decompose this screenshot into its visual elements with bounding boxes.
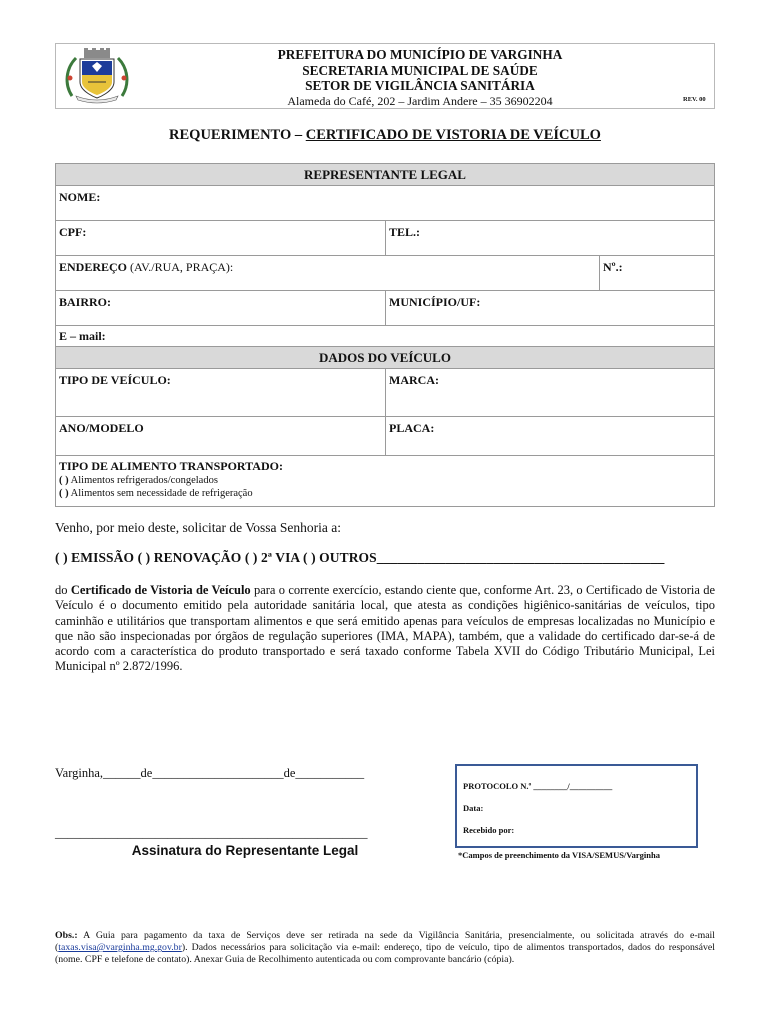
field-tel[interactable]	[385, 221, 714, 255]
field-numero[interactable]	[599, 256, 714, 290]
field-bairro[interactable]	[56, 291, 385, 325]
label-endereco-hint: (AV./RUA, PRAÇA):	[127, 260, 234, 274]
body-bold: Certificado de Vistoria de Veículo	[70, 583, 251, 597]
label-tel: TEL.:	[389, 225, 421, 239]
signature-label: Assinatura do Representante Legal	[131, 843, 359, 858]
request-options[interactable]: ( ) EMISSÃO ( ) RENOVAÇÃO ( ) 2ª VIA ( ) OUTROS__________________________________________	[55, 550, 665, 565]
row-email	[56, 326, 714, 347]
request-body	[55, 583, 715, 675]
row-ano-placa	[56, 417, 714, 456]
row-endereco	[56, 256, 714, 291]
title-underlined: CERTIFICADO DE VISTORIA DE VEÍCULO	[305, 127, 601, 143]
option-refrigerados[interactable]	[59, 474, 711, 487]
request-form	[55, 163, 715, 507]
row-nome	[56, 186, 714, 221]
section-header-legal: REPRESENTANTE LEGAL	[56, 164, 714, 186]
label-endereco: ENDEREÇO	[59, 260, 128, 274]
field-tipo-alimento	[56, 456, 714, 506]
protocol-box	[455, 764, 698, 848]
revision-label: REV. 00	[683, 96, 706, 103]
protocol-number[interactable]: PROTOCOLO N.º ________/__________	[463, 781, 613, 791]
field-nome[interactable]	[56, 186, 714, 220]
label-nome: NOME:	[59, 190, 101, 204]
option-sem-refrigeracao[interactable]	[59, 487, 711, 500]
checkbox-sem-refrigeracao[interactable]: ( )	[59, 488, 69, 499]
date-line[interactable]: Varginha,______de_____________________de___________	[55, 766, 365, 780]
observation-note	[55, 930, 715, 967]
label-tipo-alimento: TIPO DE ALIMENTO TRANSPORTADO:	[59, 459, 283, 473]
obs-text-1: A Guia para pagamento da taxa de Serviços deve ser retirada na sede da Vigilância Sanitária, presencialmente, ou solicitada através do e-mail (	[55, 930, 715, 954]
protocol-date[interactable]: Data:	[463, 803, 484, 813]
field-ano-modelo[interactable]	[56, 417, 385, 455]
municipal-crest-icon	[62, 48, 132, 104]
header-line-2: SECRETARIA MUNICIPAL DE SAÚDE	[302, 63, 538, 78]
label-placa: PLACA:	[389, 421, 435, 435]
protocol-received-by[interactable]: Recebido por:	[463, 825, 515, 835]
obs-text-2: ). Dados necessários para solicitação via e-mail: endereço, tipo de veículo, tipo de alimentos transportados, dados do responsável (nome. CPF e telefone de contato). Anexar Guia de Recolhimento autenticada ou com comprovante bancário (cópia).	[55, 942, 715, 966]
field-endereco[interactable]	[56, 256, 599, 290]
protocol-note: *Campos de preenchimento da VISA/SEMUS/Varginha	[458, 850, 660, 860]
field-email[interactable]	[56, 326, 714, 346]
field-tipo-veiculo[interactable]	[56, 369, 385, 416]
label-bairro: BAIRRO:	[59, 295, 112, 309]
signature-line[interactable]: __________________________________________________	[55, 826, 368, 840]
header-line-1: PREFEITURA DO MUNICÍPIO DE VARGINHA	[277, 47, 563, 62]
body-rest: para o corrente exercício, estando ciente que, conforme Art. 23, o Certificado de Vistoria de Veículo é o documento emitido pela autoridade sanitária local, que atesta as condições higiênico-sanitárias de veículos, tipo caminhão e utilitários que transportam alimentos e que será emitido apenas para veículos de empresas localizadas no Município e que não são inspecionadas por órgãos de regulação superiores (IMA, MAPA), também, que a validade do certificado dar-se-á de acordo com a característica do produto transportado e será taxado conforme Tabela XVII do Código Tributário Municipal, Lei Municipal nº 2.872/1996.	[55, 583, 716, 674]
label-ano-modelo: ANO/MODELO	[59, 421, 144, 435]
label-municipio: MUNICÍPIO/UF:	[389, 295, 481, 309]
label-cpf: CPF:	[59, 225, 87, 239]
header-line-3: SETOR DE VIGILÂNCIA SANITÁRIA	[305, 78, 535, 93]
header-address: Alameda do Café, 202 – Jardim Andere – 35 36902204	[287, 94, 553, 108]
option-refrigerados-label: Alimentos refrigerados/congelados	[68, 475, 218, 486]
field-marca[interactable]	[385, 369, 714, 416]
row-tipo-marca	[56, 369, 714, 417]
page-title	[55, 127, 715, 144]
obs-email-link[interactable]: taxas.visa@varginha.mg.gov.br	[58, 942, 182, 954]
field-cpf[interactable]	[56, 221, 385, 255]
request-intro: Venho, por meio deste, solicitar de Vossa Senhoria a:	[55, 520, 341, 535]
row-alimento	[56, 456, 714, 506]
obs-label: Obs.:	[55, 930, 78, 941]
option-sem-refrigeracao-label: Alimentos sem necessidade de refrigeração	[68, 488, 253, 499]
row-cpf-tel	[56, 221, 714, 256]
body-start: do	[55, 583, 71, 597]
field-municipio[interactable]	[385, 291, 714, 325]
section-header-vehicle: DADOS DO VEÍCULO	[56, 347, 714, 369]
label-marca: MARCA:	[389, 373, 439, 387]
row-bairro-municipio	[56, 291, 714, 326]
label-tipo-veiculo: TIPO DE VEÍCULO:	[59, 373, 171, 387]
checkbox-refrigerados[interactable]: ( )	[59, 475, 69, 486]
field-placa[interactable]	[385, 417, 714, 455]
title-prefix: REQUERIMENTO –	[169, 127, 306, 143]
label-numero: Nº.:	[603, 260, 623, 274]
label-email: E – mail:	[59, 329, 106, 343]
